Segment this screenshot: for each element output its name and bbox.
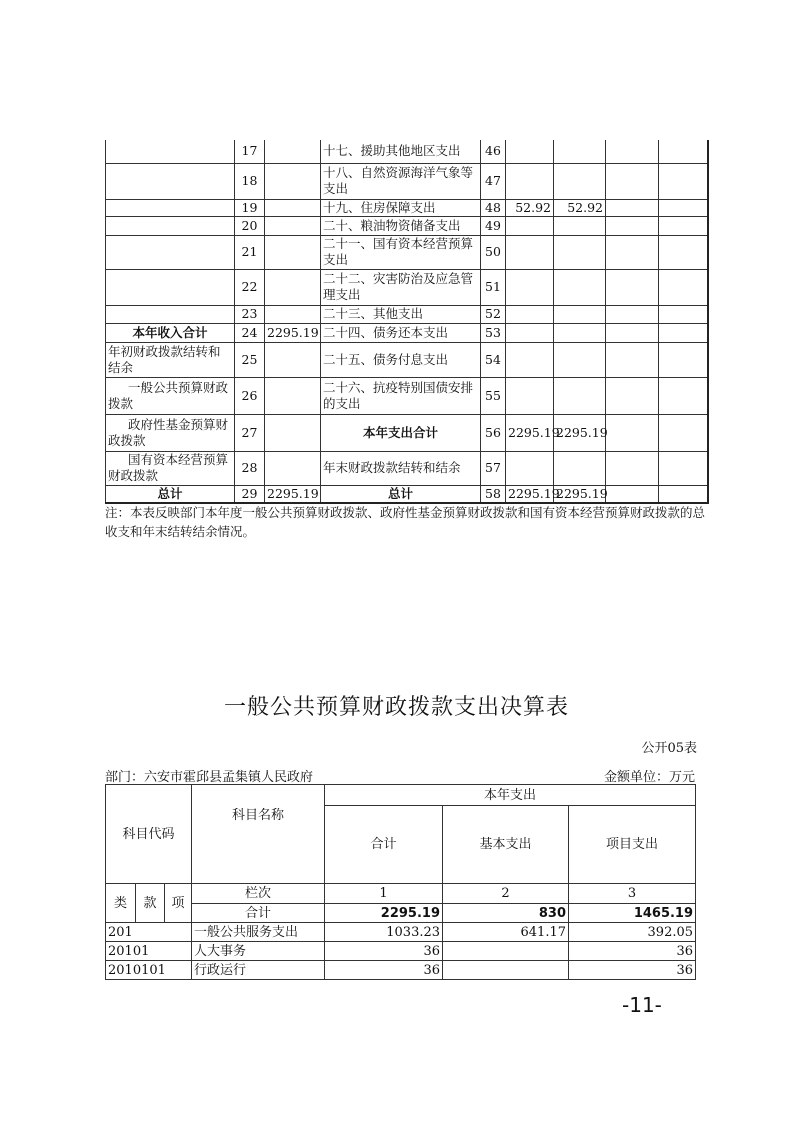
expense-line-no: 55 — [481, 377, 506, 414]
table-row — [106, 140, 708, 163]
expense-total — [506, 342, 554, 377]
expense-label: 二十、粮油物资储备支出 — [321, 216, 481, 235]
income-line-no: 27 — [235, 414, 265, 451]
expense-gov-fund — [606, 235, 659, 269]
table-row — [106, 269, 708, 305]
expense-total — [506, 451, 554, 485]
expense-label: 本年支出合计 — [321, 414, 481, 451]
expense-general-budget — [554, 163, 606, 199]
table-row — [106, 235, 708, 269]
income-label: 年初财政拨款结转和结余 — [106, 342, 235, 377]
income-label: 总计 — [106, 485, 235, 503]
expense-total — [506, 323, 554, 342]
income-label: 本年收入合计 — [106, 323, 235, 342]
row-basic — [443, 961, 569, 980]
expense-gov-fund — [606, 199, 659, 216]
expense-state-capital — [659, 235, 708, 269]
subject-code: 2010101 — [106, 961, 192, 980]
table-row — [106, 216, 708, 235]
sum-total: 2295.19 — [325, 904, 443, 923]
department-label: 部门：六安市霍邱县孟集镇人民政府 — [105, 770, 314, 785]
header-kuan: 款 — [136, 884, 165, 923]
table-row — [106, 163, 708, 199]
income-label — [106, 269, 235, 305]
expense-line-no: 51 — [481, 269, 506, 305]
row-basic — [443, 942, 569, 961]
header-total: 合计 — [325, 806, 443, 884]
expense-line-no: 50 — [481, 235, 506, 269]
subject-name: 一般公共服务支出 — [192, 923, 325, 942]
row-total: 36 — [325, 942, 443, 961]
income-label: 政府性基金预算财政拨款 — [106, 414, 235, 451]
expense-general-budget — [554, 342, 606, 377]
subject-code: 201 — [106, 923, 192, 942]
table-row — [106, 305, 708, 323]
expense-line-no: 47 — [481, 163, 506, 199]
expense-general-budget — [554, 269, 606, 305]
income-line-no: 19 — [235, 199, 265, 216]
expense-total — [506, 377, 554, 414]
income-amount — [265, 305, 321, 323]
row-basic: 641.17 — [443, 923, 569, 942]
header-project: 项目支出 — [569, 806, 696, 884]
expense-gov-fund — [606, 269, 659, 305]
expense-general-budget: 2295.19 — [554, 414, 606, 451]
sum-basic: 830 — [443, 904, 569, 923]
header-column-no: 栏次 — [192, 884, 325, 904]
expense-total: 2295.19 — [506, 485, 554, 503]
sum-project: 1465.19 — [569, 904, 696, 923]
expense-line-no: 46 — [481, 140, 506, 163]
expense-total — [506, 216, 554, 235]
expense-line-no: 56 — [481, 414, 506, 451]
expenditure-table — [105, 784, 696, 980]
expense-general-budget — [554, 235, 606, 269]
expense-state-capital — [659, 216, 708, 235]
table-title: 一般公共预算财政拨款支出决算表 — [223, 695, 569, 720]
expense-gov-fund — [606, 305, 659, 323]
expense-label: 总计 — [321, 485, 481, 503]
expense-line-no: 52 — [481, 305, 506, 323]
expense-line-no: 53 — [481, 323, 506, 342]
income-label — [106, 216, 235, 235]
expense-gov-fund — [606, 414, 659, 451]
income-amount — [265, 342, 321, 377]
col-no-1: 1 — [325, 884, 443, 904]
expense-line-no: 48 — [481, 199, 506, 216]
expense-total — [506, 163, 554, 199]
expense-label: 十九、住房保障支出 — [321, 199, 481, 216]
expense-total — [506, 269, 554, 305]
expense-total — [506, 140, 554, 163]
expense-gov-fund — [606, 140, 659, 163]
expense-general-budget — [554, 323, 606, 342]
expense-general-budget — [554, 305, 606, 323]
expense-state-capital — [659, 451, 708, 485]
expense-line-no: 58 — [481, 485, 506, 503]
income-line-no: 24 — [235, 323, 265, 342]
page-number: -11- — [622, 993, 662, 1017]
table-row — [106, 942, 696, 961]
income-line-no: 18 — [235, 163, 265, 199]
table-note: 注：本表反映部门本年度一般公共预算财政拨款、政府性基金预算财政拨款和国有资本经营预算财政拨款的总收支和年末结转结余情况。 — [105, 505, 706, 539]
expense-total — [506, 235, 554, 269]
expense-label: 二十五、债务付息支出 — [321, 342, 481, 377]
income-label: 一般公共预算财政拨款 — [106, 377, 235, 414]
row-total: 36 — [325, 961, 443, 980]
expense-state-capital — [659, 305, 708, 323]
expense-gov-fund — [606, 323, 659, 342]
expense-gov-fund — [606, 342, 659, 377]
header-code: 科目代码 — [106, 785, 192, 884]
expense-state-capital — [659, 269, 708, 305]
income-line-no: 25 — [235, 342, 265, 377]
income-amount — [265, 235, 321, 269]
expense-general-budget — [554, 451, 606, 485]
header-xiang: 项 — [165, 884, 192, 923]
income-amount — [265, 163, 321, 199]
income-line-no: 21 — [235, 235, 265, 269]
expense-label: 二十二、灾害防治及应急管理支出 — [321, 269, 481, 305]
row-project: 36 — [569, 942, 696, 961]
expense-line-no: 54 — [481, 342, 506, 377]
expense-state-capital — [659, 342, 708, 377]
income-amount — [265, 140, 321, 163]
expense-state-capital — [659, 377, 708, 414]
expense-gov-fund — [606, 216, 659, 235]
table-row — [106, 485, 708, 503]
expense-label: 二十六、抗疫特别国债安排的支出 — [321, 377, 481, 414]
table-row — [106, 377, 708, 414]
table-row — [106, 323, 708, 342]
table-row — [106, 961, 696, 980]
income-amount — [265, 269, 321, 305]
expense-general-budget: 52.92 — [554, 199, 606, 216]
table-row — [106, 199, 708, 216]
expense-gov-fund — [606, 485, 659, 503]
expense-label: 十八、自然资源海洋气象等支出 — [321, 163, 481, 199]
income-label — [106, 305, 235, 323]
subject-code: 20101 — [106, 942, 192, 961]
expense-label: 年末财政拨款结转和结余 — [321, 451, 481, 485]
table-row — [106, 923, 696, 942]
income-amount — [265, 414, 321, 451]
table-row — [106, 414, 708, 451]
subject-name: 人大事务 — [192, 942, 325, 961]
expense-gov-fund — [606, 451, 659, 485]
income-line-no: 29 — [235, 485, 265, 503]
unit-label: 金额单位：万元 — [603, 770, 695, 785]
income-line-no: 20 — [235, 216, 265, 235]
header-basic: 基本支出 — [443, 806, 569, 884]
income-amount — [265, 216, 321, 235]
expense-general-budget — [554, 377, 606, 414]
table-row — [106, 451, 708, 485]
sum-label: 合计 — [192, 904, 325, 923]
income-amount: 2295.19 — [265, 485, 321, 503]
income-line-no: 17 — [235, 140, 265, 163]
table-row — [106, 342, 708, 377]
expense-total: 52.92 — [506, 199, 554, 216]
income-label: 国有资本经营预算财政拨款 — [106, 451, 235, 485]
table-number: 公开05表 — [641, 741, 697, 756]
expense-label: 十七、援助其他地区支出 — [321, 140, 481, 163]
income-expense-table — [105, 140, 709, 504]
expense-state-capital — [659, 163, 708, 199]
col-no-3: 3 — [569, 884, 696, 904]
expense-gov-fund — [606, 377, 659, 414]
income-label — [106, 235, 235, 269]
income-amount — [265, 377, 321, 414]
income-line-no: 23 — [235, 305, 265, 323]
income-line-no: 22 — [235, 269, 265, 305]
col-no-2: 2 — [443, 884, 569, 904]
expense-gov-fund — [606, 163, 659, 199]
expense-line-no: 57 — [481, 451, 506, 485]
expense-total — [506, 305, 554, 323]
income-line-no: 28 — [235, 451, 265, 485]
expense-state-capital — [659, 323, 708, 342]
row-total: 1033.23 — [325, 923, 443, 942]
expense-state-capital — [659, 140, 708, 163]
income-line-no: 26 — [235, 377, 265, 414]
header-lei: 类 — [106, 884, 136, 923]
row-project: 36 — [569, 961, 696, 980]
expense-general-budget — [554, 216, 606, 235]
header-this-year: 本年支出 — [325, 785, 696, 806]
income-amount — [265, 451, 321, 485]
income-amount: 2295.19 — [265, 323, 321, 342]
expense-state-capital — [659, 485, 708, 503]
expense-general-budget: 2295.19 — [554, 485, 606, 503]
expense-label: 二十一、国有资本经营预算支出 — [321, 235, 481, 269]
income-label — [106, 140, 235, 163]
expense-general-budget — [554, 140, 606, 163]
expense-label: 二十三、其他支出 — [321, 305, 481, 323]
income-label — [106, 199, 235, 216]
row-project: 392.05 — [569, 923, 696, 942]
expense-line-no: 49 — [481, 216, 506, 235]
expense-state-capital — [659, 199, 708, 216]
expense-label: 二十四、债务还本支出 — [321, 323, 481, 342]
header-name: 科目名称 — [192, 785, 325, 884]
expense-state-capital — [659, 414, 708, 451]
income-label — [106, 163, 235, 199]
subject-name: 行政运行 — [192, 961, 325, 980]
expense-total: 2295.19 — [506, 414, 554, 451]
income-amount — [265, 199, 321, 216]
